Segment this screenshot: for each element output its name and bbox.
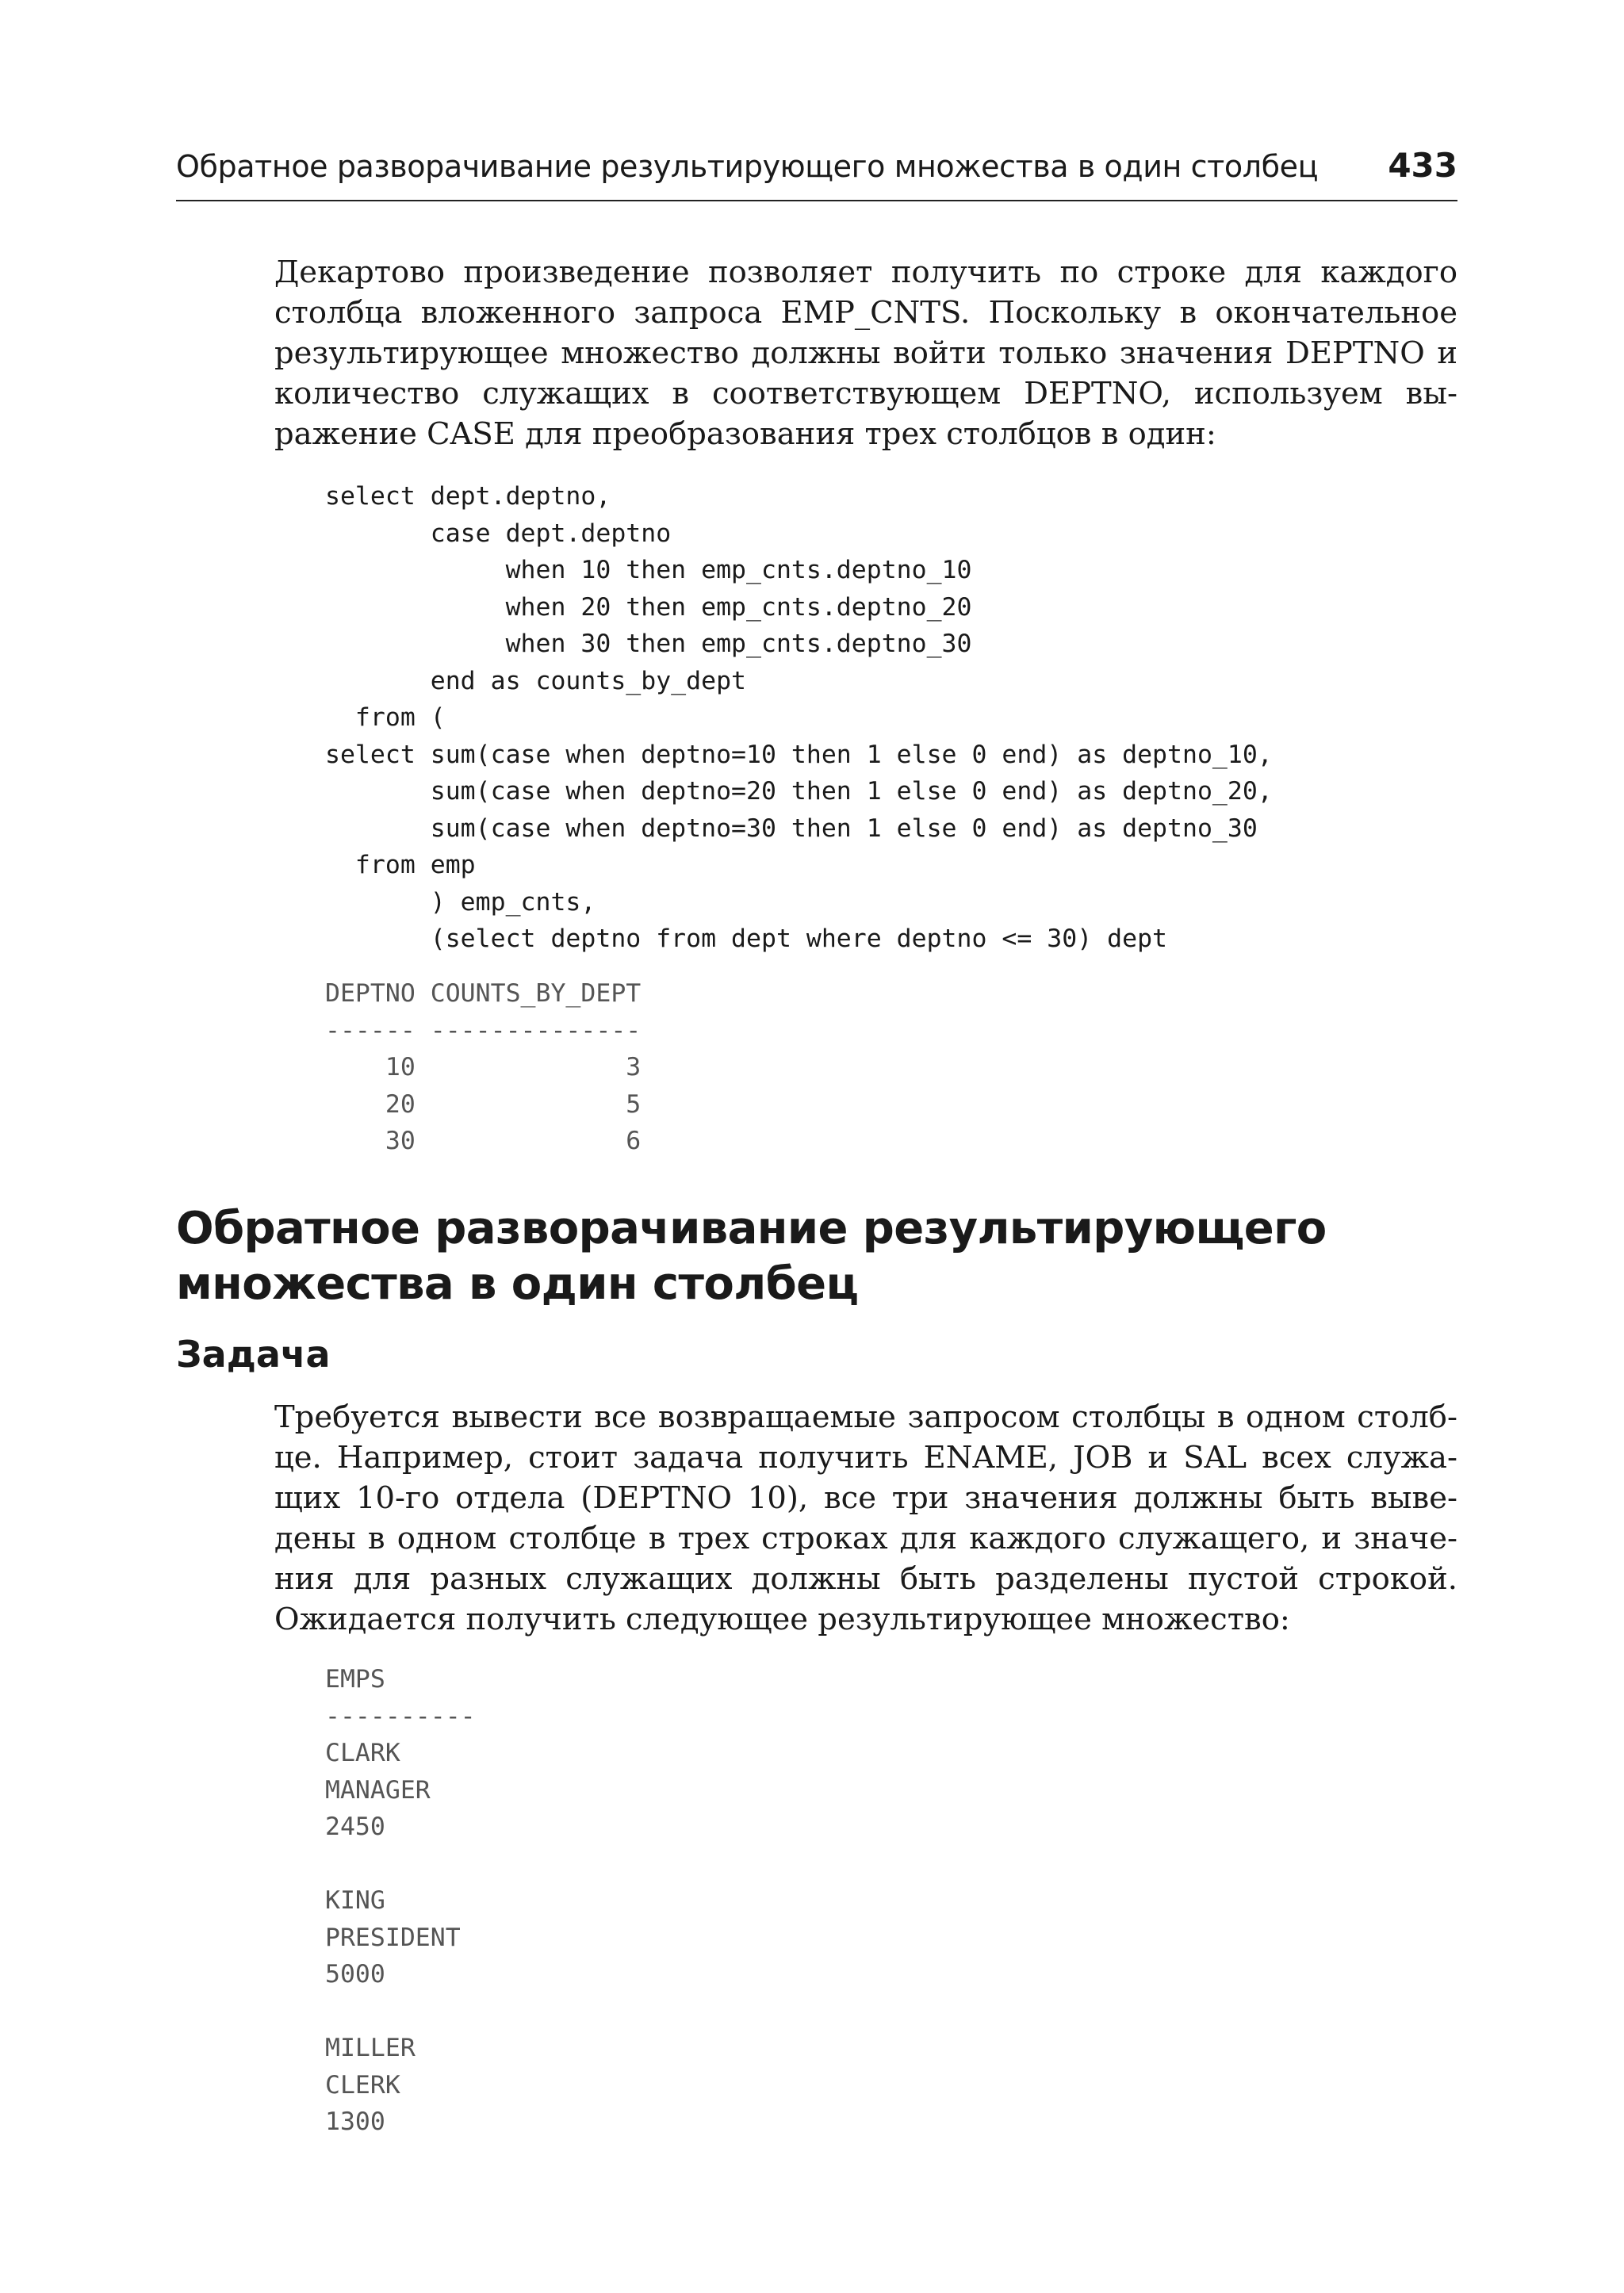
task-paragraph: Требуется вывести все возвращаемые запросом столбцы в одном столбце. Например, стоит задача получить ENAME, JOB и SAL всех служащих 10-го отдела (DEPTNO 10), все три значения должны быть выведены в одном столбце в трех строках для каждого служащего, и значения для разных служащих должны быть разделены пустой строкой. Ожидается получить следующее результирующее множество: <box>274 1399 1457 1637</box>
sql-code-block: select dept.deptno, case dept.deptno when 10 then emp_cnts.deptno_10 when 20 then emp_cnts.deptno_20 when 30 then emp_cnts.deptno_30 end as counts_by_dept from ( select sum(case when deptno=10 then 1 else 0 end) as deptno_10, sum(case when deptno=20 then 1 else 0 end) as deptno_20, sum(case when deptno=30 then 1 else 0 end) as deptno_30 from emp ) emp_cnts, (select deptno from dept where deptno <= 30) dept <box>325 482 1273 953</box>
query-result-table: DEPTNO COUNTS_BY_DEPT ------ -------------- 10 3 20 5 30 6 <box>325 979 642 1155</box>
subsection-title: Задача <box>176 1333 331 1376</box>
section-title: Обратное разворачивание результирующего множества в один столбец <box>176 1203 1327 1310</box>
intro-paragraph: Декартово произведение позволяет получить по строке для каждого столбца вложенного запроса EMP_CNTS. Поскольку в окончательное результирующее множество должны войти только значения DEPTNO и количество служащих в соответствующем DEPTNO, используем выражение CASE для преобразования трех столбцов в один: <box>274 255 1457 452</box>
running-title: Обратное разворачивание результирующего множества в один столбец <box>176 149 1319 184</box>
expected-result-block: EMPS ---------- CLARK MANAGER 2450 KING PRESIDENT 5000 MILLER CLERK 1300 <box>325 1665 476 2136</box>
page-number: 433 <box>1388 146 1457 185</box>
running-header <box>176 144 1457 201</box>
